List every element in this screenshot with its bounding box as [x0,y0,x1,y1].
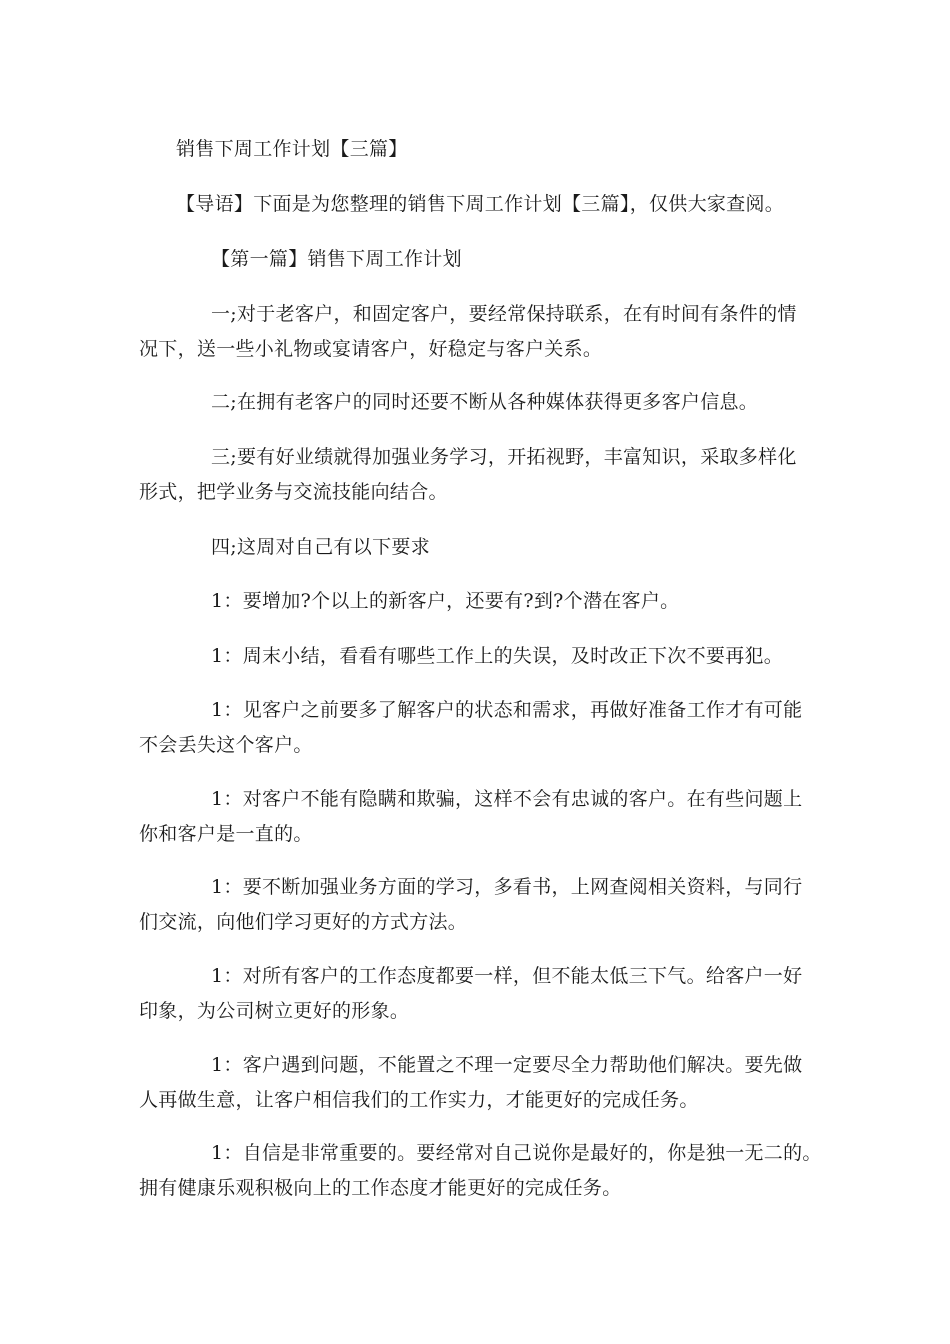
paragraph-line: 三;要有好业绩就得加强业务学习，开拓视野，丰富知识，采取多样化 [211,446,797,468]
paragraph-line: 况下，送一些小礼物或宴请客户，好稳定与客户关系。 [139,338,603,360]
paragraph-line: 四;这周对自己有以下要求 [211,536,431,558]
list-item: 1：对客户不能有隐瞒和欺骗，这样不会有忠诚的客户。在有些问题上 [211,788,803,810]
list-item: 1：客户遇到问题，不能置之不理一定要尽全力帮助他们解决。要先做 [211,1054,803,1076]
document-title: 销售下周工作计划【三篇】 [176,138,408,160]
paragraph-line: 形式，把学业务与交流技能向结合。 [139,481,448,503]
list-item: 1：自信是非常重要的。要经常对自己说你是最好的，你是独一无二的。 [211,1142,822,1164]
list-item-continuation: 们交流，向他们学习更好的方式方法。 [139,911,468,933]
paragraph-line: 一;对于老客户，和固定客户，要经常保持联系，在有时间有条件的情 [211,303,797,325]
list-item: 1：周末小结，看看有哪些工作上的失误，及时改正下次不要再犯。 [211,645,784,667]
list-item-continuation: 拥有健康乐观积极向上的工作态度才能更好的完成任务。 [139,1177,622,1199]
intro-paragraph: 【导语】下面是为您整理的销售下周工作计划【三篇】，仅供大家查阅。 [176,193,785,215]
list-item-continuation: 人再做生意，让客户相信我们的工作实力，才能更好的完成任务。 [139,1089,699,1111]
list-item-continuation: 不会丢失这个客户。 [139,734,313,756]
list-item: 1：要不断加强业务方面的学习，多看书，上网查阅相关资料，与同行 [211,876,803,898]
list-item: 1：见客户之前要多了解客户的状态和需求，再做好准备工作才有可能 [211,699,803,721]
list-item: 1：对所有客户的工作态度都要一样，但不能太低三下气。给客户一好 [211,965,803,987]
list-item-continuation: 印象，为公司树立更好的形象。 [139,1000,410,1022]
paragraph-line: 二;在拥有老客户的同时还要不断从各种媒体获得更多客户信息。 [211,391,759,413]
list-item-continuation: 你和客户是一直的。 [139,823,313,845]
section-heading: 【第一篇】销售下周工作计划 [211,248,462,270]
list-item: 1：要增加?个以上的新客户，还要有?到?个潜在客户。 [211,590,680,612]
